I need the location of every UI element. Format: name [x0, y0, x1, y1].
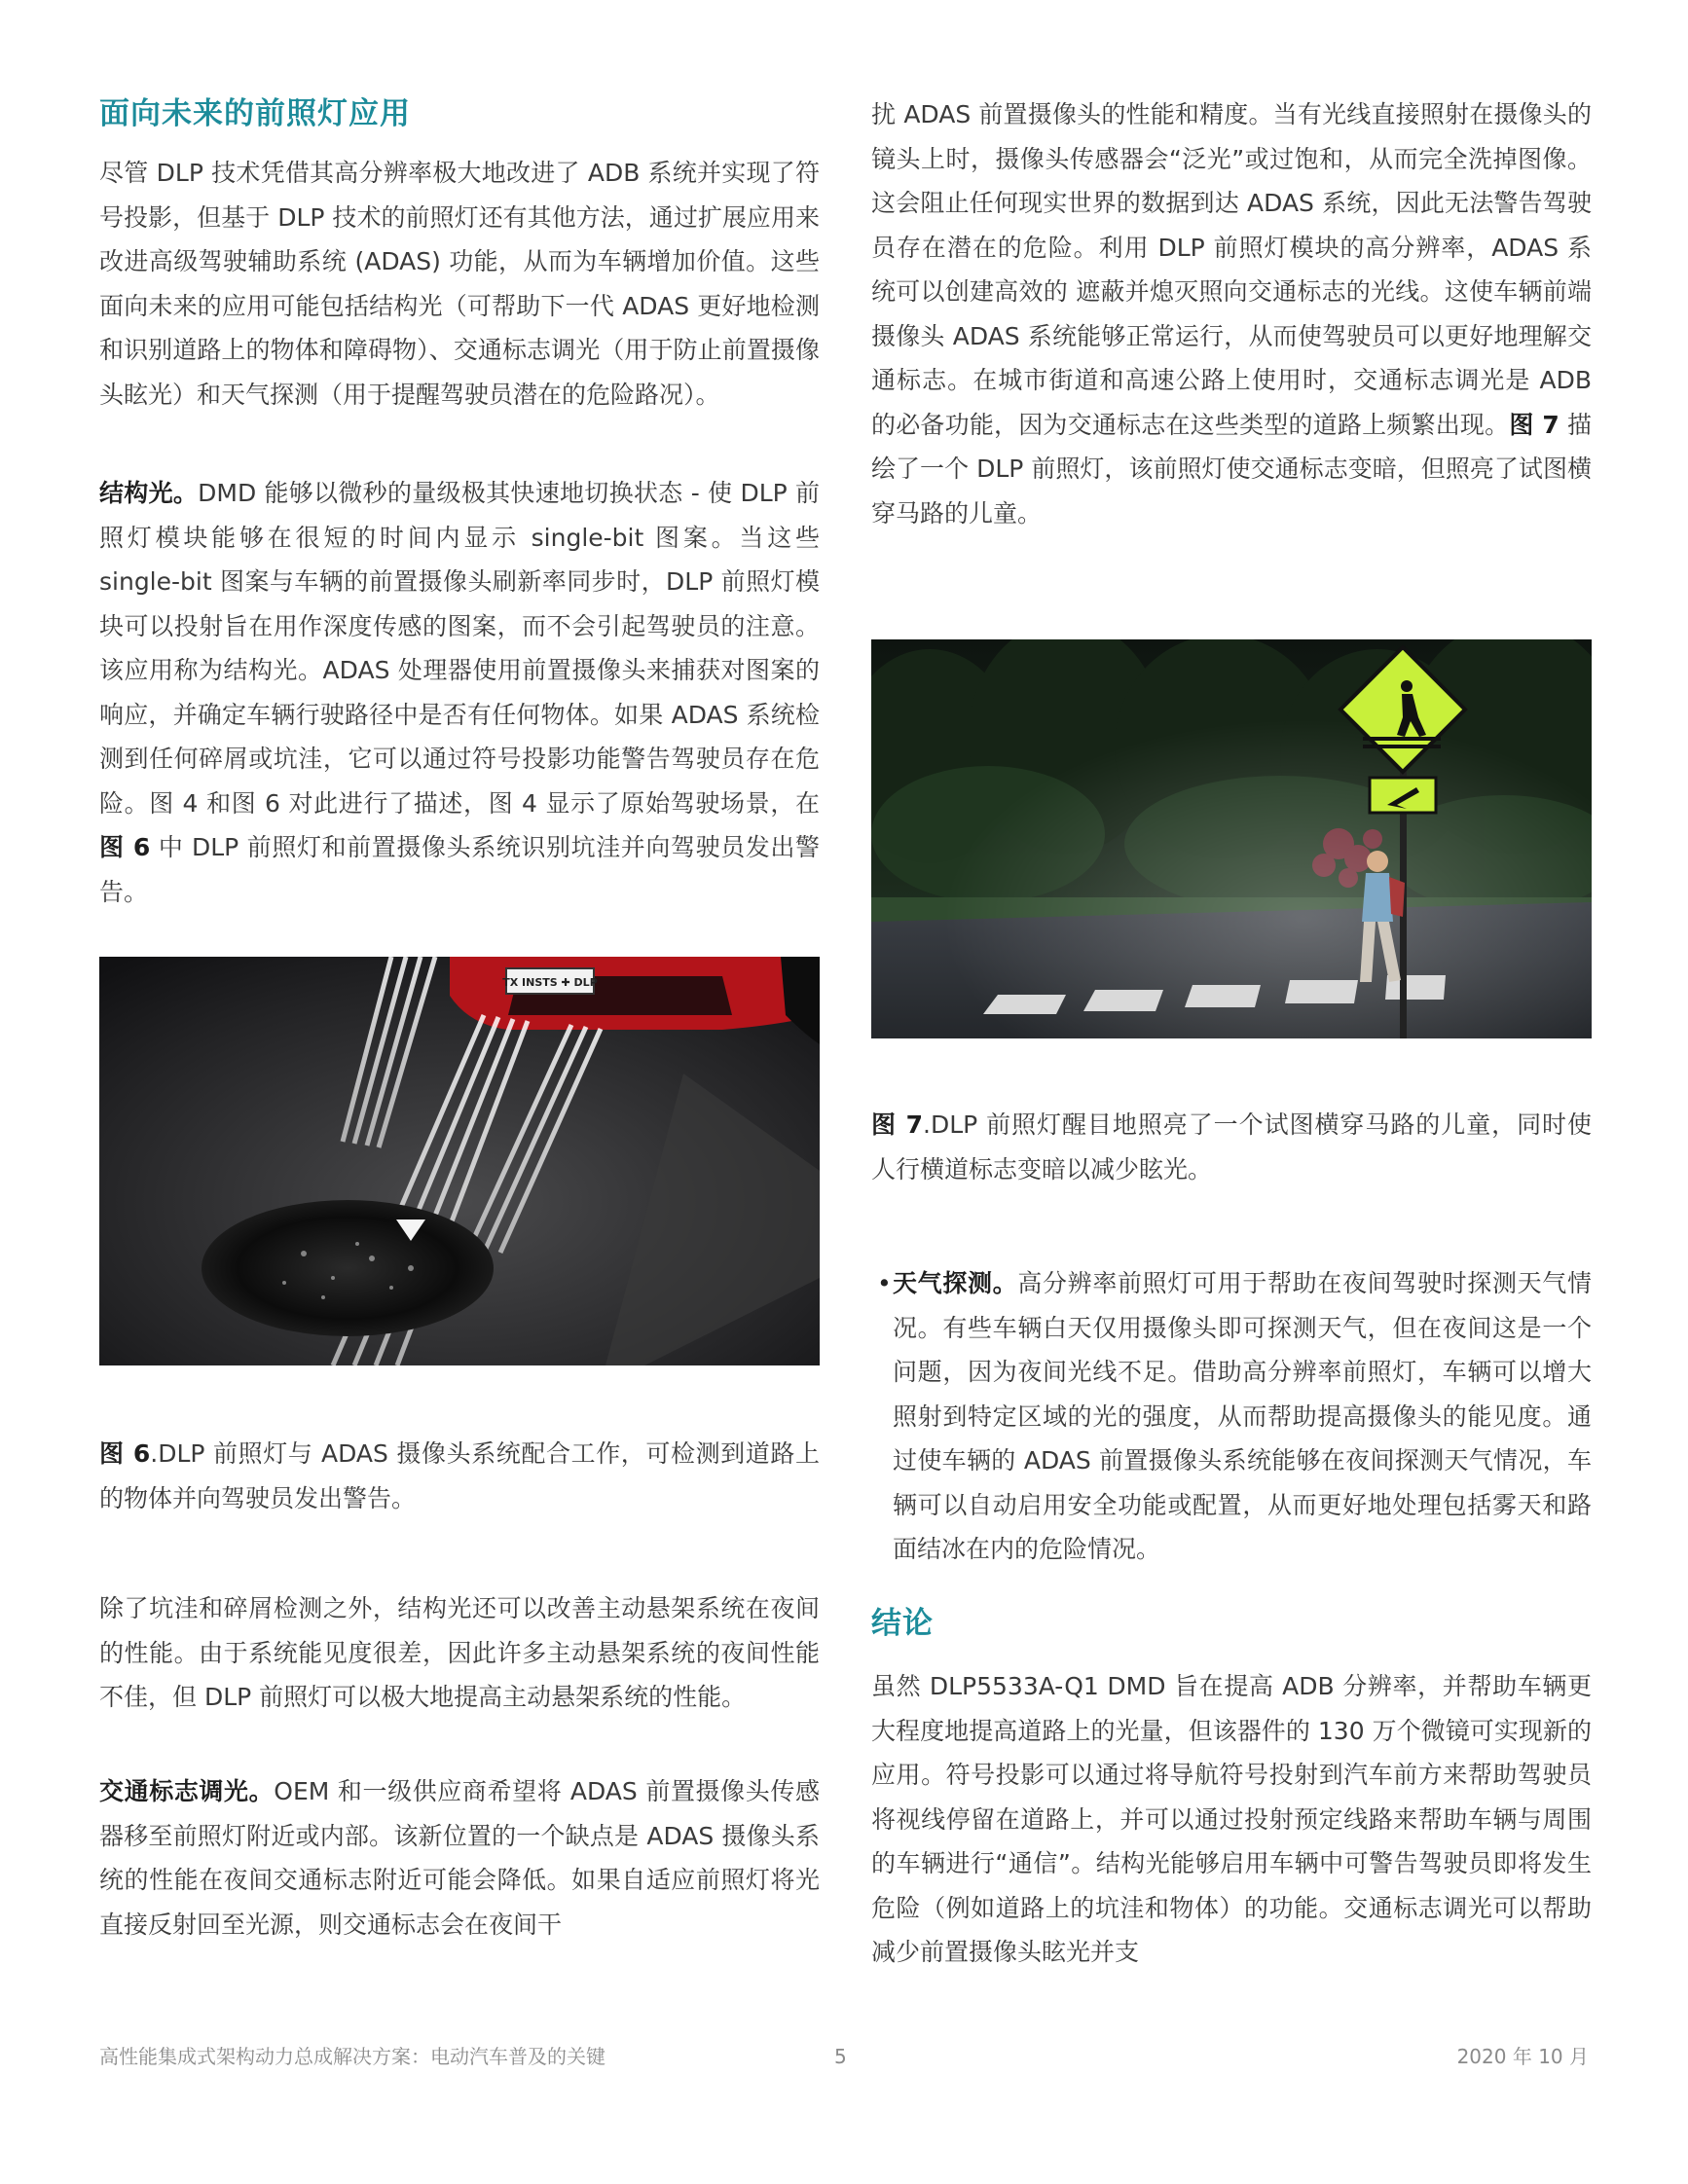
conclusion-paragraph: 虽然 DLP5533A-Q1 DMD 旨在提高 ADB 分辨率，并帮助车辆更大程度地提高道路上的光量，但该器件的 130 万个微镜可实现新的应用。符号投影可以通过将导航符号投射到汽车前方来帮助驾驶员将视线停留在道路上，并可以通过投射预定线路来帮助车辆与周围的车辆进行“通信”。结构光能够启用车辆中可警告驾驶员即将发生危险（例如道路上的坑洼和物体）的功能。交通标志调光可以帮助减少前置摄像头眩光并支: [871, 1672, 1592, 1966]
license-plate-text: TX INSTS ✚ DLP: [502, 976, 598, 989]
weather-paragraph: [893, 1261, 1592, 1572]
footer-date: 2020 年 10 月: [1456, 2045, 1589, 2068]
figure-6-label: 图 6: [99, 1439, 151, 1468]
figure-6-caption-text: .DLP 前照灯与 ADAS 摄像头系统配合工作，可检测到道路上的物体并向驾驶员发出警告。: [99, 1439, 820, 1512]
footer-page-number: 5: [834, 2045, 847, 2068]
structured-light-text-1: DMD 能够以微秒的量级极其快速地切换状态 - 使 DLP 前照灯模块能够在很短的时间内显示 single-bit 图案。当这些 single-bit 图案与车辆的前置摄像头刷新率同步时，DLP 前照灯模块可以投射旨在用作深度传感的图案，而不会引起驾驶员的注意。该应用称为结构光。ADAS 处理器使用前置摄像头来捕获对图案的响应，并确定车辆行驶路径中是否有任何物体。如果 ADAS 系统检测到任何碎屑或坑洼，它可以通过符号投影功能警告驾驶员存在危险。图 4 和图 6 对此进行了描述，图 4 显示了原始驾驶场景，在: [99, 479, 820, 818]
traffic-sign-continued-text-2: 描绘了一个 DLP 前照灯，该前照灯使交通标志变暗，但照亮了试图横穿马路的儿童。: [871, 410, 1592, 528]
figure-6-reference: 图 6: [99, 833, 151, 861]
figure-7-caption-text: .DLP 前照灯醒目地照亮了一个试图横穿马路的儿童，同时使人行横道标志变暗以减少眩光。: [871, 1110, 1592, 1183]
figure-7-caption: [871, 1103, 1592, 1191]
figure-6-caption: [99, 1432, 820, 1520]
structured-light-paragraph: [99, 471, 820, 914]
traffic-sign-text: OEM 和一级供应商希望将 ADAS 前置摄像头传感器移至前照灯附近或内部。该新位置的一个缺点是 ADAS 摄像头系统的性能在夜间交通标志附近可能会降低。如果自适应前照灯将光直接反射回至光源，则交通标志会在夜间干: [99, 1777, 820, 1939]
weather-text: 高分辨率前照灯可用于帮助在夜间驾驶时探测天气情况。有些车辆白天仅用摄像头即可探测天气，但在夜间这是一个问题，因为夜间光线不足。借助高分辨率前照灯，车辆可以增大照射到特定区域的光的强度，从而帮助提高摄像头的能见度。通过使车辆的 ADAS 前置摄像头系统能够在夜间探测天气情况，车辆可以自动启用安全功能或配置，从而更好地处理包括雾天和路面结冰在内的危险情况。: [893, 1269, 1592, 1563]
footer-document-title: 高性能集成式架构动力总成解决方案：电动汽车普及的关键: [99, 2045, 605, 2068]
suspension-paragraph: 除了坑洼和碎屑检测之外，结构光还可以改善主动悬架系统在夜间的性能。由于系统能见度很差，因此许多主动悬架系统的夜间性能不佳，但 DLP 前照灯可以极大地提高主动悬架系统的性能。: [99, 1594, 820, 1711]
figure-7-image: [871, 639, 1592, 1038]
traffic-sign-continued-paragraph: [871, 92, 1592, 535]
structured-light-label: 结构光。: [99, 479, 199, 507]
bullet-point: •: [877, 1269, 892, 1297]
traffic-sign-continued-text-1: 扰 ADAS 前置摄像头的性能和精度。当有光线直接照射在摄像头的镜头上时，摄像头传感器会“泛光”或过饱和，从而完全洗掉图像。这会阻止任何现实世界的数据到达 ADAS 系统，因此无法警告驾驶员存在潜在的危险。利用 DLP 前照灯模块的高分辨率，ADAS 系统可以创建高效的 遮蔽并熄灭照向交通标志的光线。这使车辆前端摄像头 ADAS 系统能够正常运行，从而使驾驶员可以更好地理解交通标志。在城市街道和高速公路上使用时，交通标志调光是 ADB 的必备功能，因为交通标志在这些类型的道路上频繁出现。: [871, 100, 1592, 439]
traffic-sign-paragraph: [99, 1769, 820, 1947]
section-heading-conclusion: 结论: [871, 1606, 934, 1641]
section-heading-future-apps: 面向未来的前照灯应用: [99, 96, 411, 131]
figure-6-image: [99, 957, 820, 1365]
intro-paragraph: 尽管 DLP 技术凭借其高分辨率极大地改进了 ADB 系统并实现了符号投影，但基于 DLP 技术的前照灯还有其他方法，通过扩展应用来改进高级驾驶辅助系统 (ADAS) 功能，从而为车辆增加价值。这些面向未来的应用可能包括结构光（可帮助下一代 ADAS 更好地检测和识别道路上的物体和障碍物）、交通标志调光（用于防止前置摄像头眩光）和天气探测（用于提醒驾驶员潜在的危险路况）。: [99, 159, 820, 409]
figure-7-reference: 图 7: [1509, 410, 1560, 439]
figure-7-label: 图 7: [871, 1110, 924, 1139]
structured-light-text-2: 中 DLP 前照灯和前置摄像头系统识别坑洼并向驾驶员发出警告。: [99, 833, 820, 906]
traffic-sign-label: 交通标志调光。: [99, 1777, 275, 1805]
weather-label: 天气探测。: [893, 1269, 1018, 1297]
